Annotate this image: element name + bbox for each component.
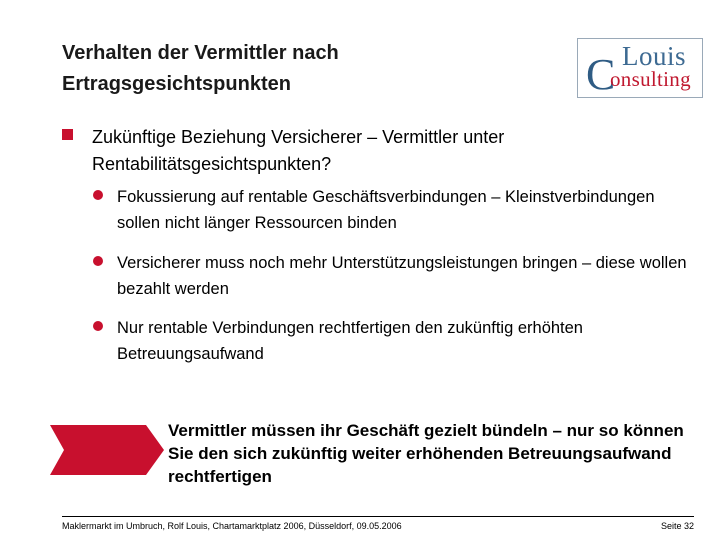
- sub-bullet-text: Fokussierung auf rentable Geschäftsverbindungen – Kleinstverbindungen sollen nicht länger Ressourcen binden: [117, 188, 655, 232]
- round-bullet-icon: [93, 190, 103, 200]
- slide-title: Verhalten der Vermittler nach Ertragsgesichtspunkten: [62, 42, 339, 95]
- round-bullet-icon: [93, 256, 103, 266]
- footer-source: Maklermarkt im Umbruch, Rolf Louis, Chartamarktplatz 2006, Düsseldorf, 09.05.2006: [62, 521, 402, 531]
- conclusion-text: Vermittler müssen ihr Geschäft gezielt bündeln – nur so können Sie den sich zukünftig weiter erhöhenden Betreuungsaufwand rechtfertigen: [168, 421, 684, 486]
- logo-word-onsulting: onsulting: [610, 67, 691, 91]
- logo-word-louis: Louis: [622, 41, 687, 71]
- footer-divider: [62, 516, 694, 517]
- chevron-arrow-icon: [50, 425, 164, 475]
- louis-consulting-logo: [577, 38, 703, 98]
- sub-bullet-text: Versicherer muss noch mehr Unterstützungsleistungen bringen – diese wollen bezahlt werden: [117, 254, 687, 298]
- square-bullet-icon: [62, 129, 73, 140]
- sub-bullet-text: Nur rentable Verbindungen rechtfertigen den zukünftig erhöhten Betreuungsaufwand: [117, 319, 583, 363]
- logo-initial-c: C: [586, 50, 616, 98]
- page-number: Seite 32: [660, 521, 694, 531]
- round-bullet-icon: [93, 321, 103, 331]
- main-bullet-text: Zukünftige Beziehung Versicherer – Vermittler unter Rentabilitätsgesichtspunkten?: [92, 127, 505, 174]
